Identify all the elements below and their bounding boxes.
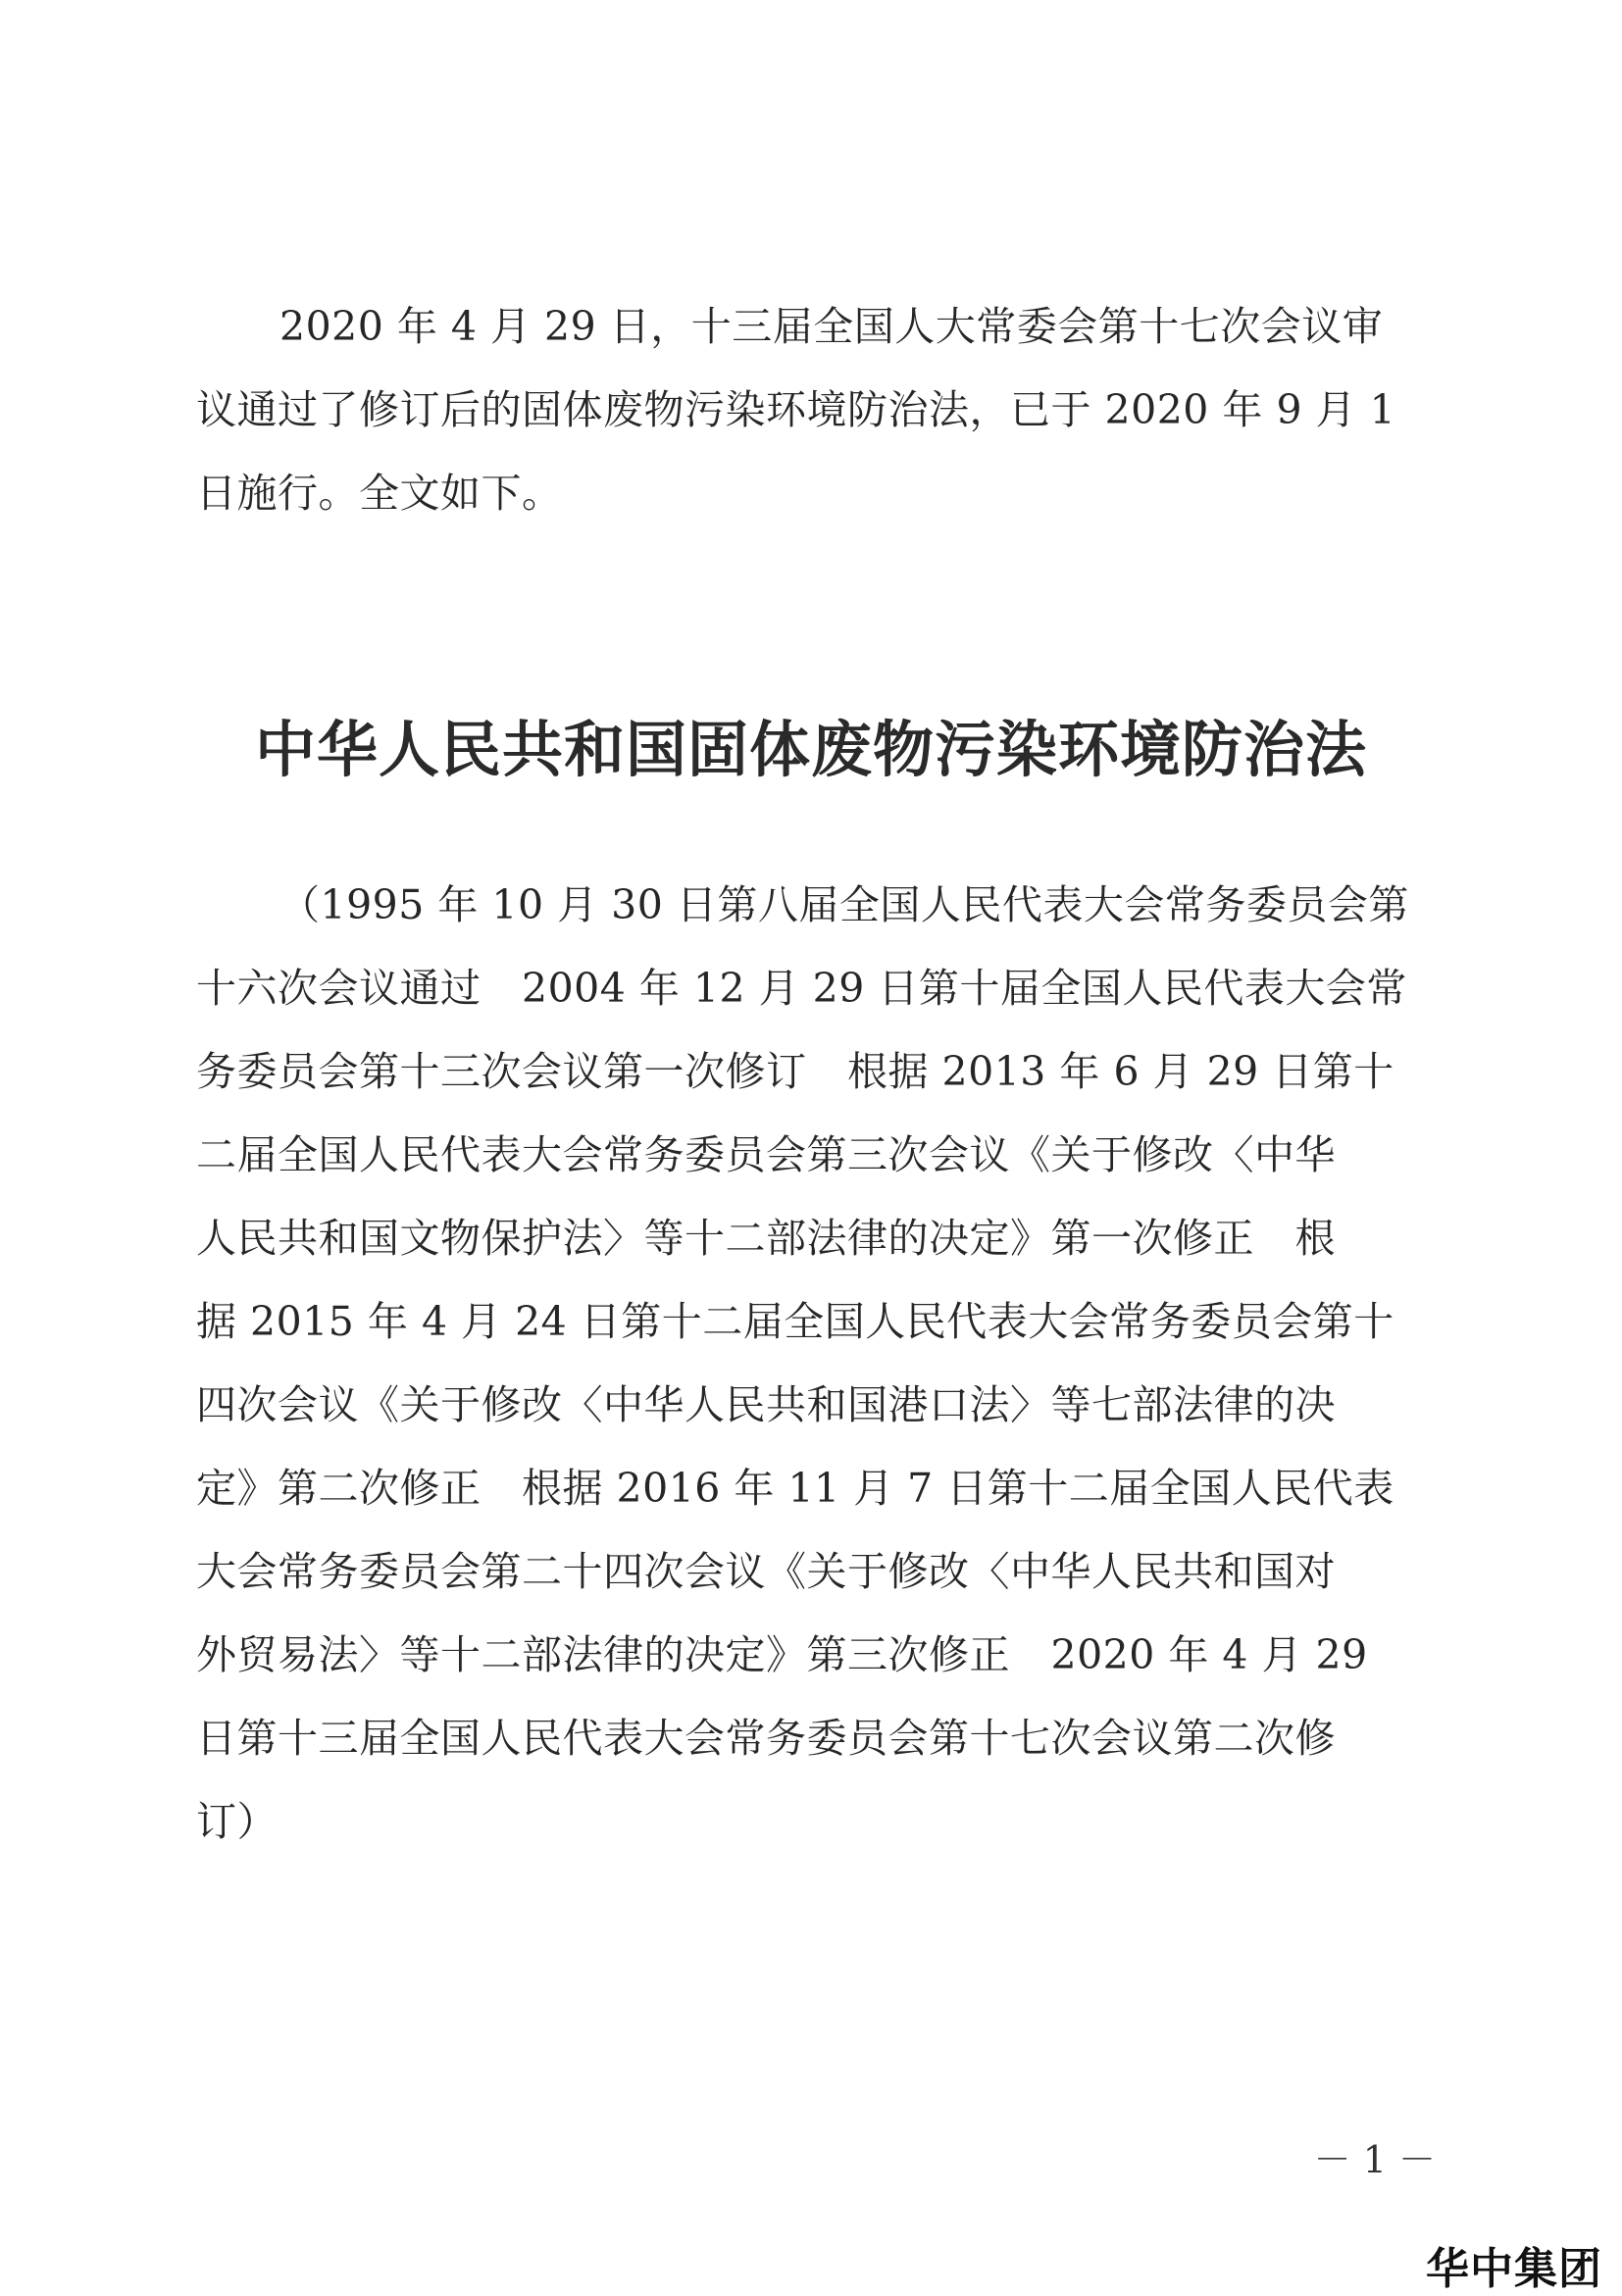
history-line: （1995 年 10 月 30 日第八届全国人民代表大会常务委员会第 <box>279 881 1409 928</box>
history-line: 大会常务委员会第二十四次会议《关于修改〈中华人民共和国对 <box>196 1548 1336 1595</box>
intro-line: 议通过了修订后的固体废物污染环境防治法，已于 2020 年 9 月 1 <box>196 386 1396 433</box>
history-line: 务委员会第十三次会议第一次修订 根据 2013 年 6 月 29 日第十 <box>196 1048 1394 1095</box>
intro-line: 日施行。全文如下。 <box>196 470 563 517</box>
history-line: 人民共和国文物保护法〉等十二部法律的决定》第一次修正 根 <box>196 1215 1336 1262</box>
history-line: 日第十三届全国人民代表大会常务委员会第十七次会议第二次修 <box>196 1715 1336 1762</box>
law-title: 中华人民共和国固体废物污染环境防治法 <box>254 714 1367 785</box>
history-line: 外贸易法〉等十二部法律的决定》第三次修正 2020 年 4 月 29 <box>196 1631 1368 1678</box>
page-number: － 1 － <box>1313 2138 1436 2181</box>
watermark-logo: 华中集团 <box>1426 2244 1602 2294</box>
history-line: 订） <box>196 1798 278 1845</box>
history-line: 定》第二次修正 根据 2016 年 11 月 7 日第十二届全国人民代表 <box>196 1465 1394 1512</box>
history-line: 十六次会议通过 2004 年 12 月 29 日第十届全国人民代表大会常 <box>196 965 1407 1012</box>
intro-line: 2020 年 4 月 29 日，十三届全国人大常委会第十七次会议审 <box>279 303 1384 350</box>
history-line: 四次会议《关于修改〈中华人民共和国港口法〉等七部法律的决 <box>196 1381 1336 1428</box>
history-line: 据 2015 年 4 月 24 日第十二届全国人民代表大会常务委员会第十 <box>196 1298 1394 1345</box>
history-line: 二届全国人民代表大会常务委员会第三次会议《关于修改〈中华 <box>196 1131 1336 1178</box>
